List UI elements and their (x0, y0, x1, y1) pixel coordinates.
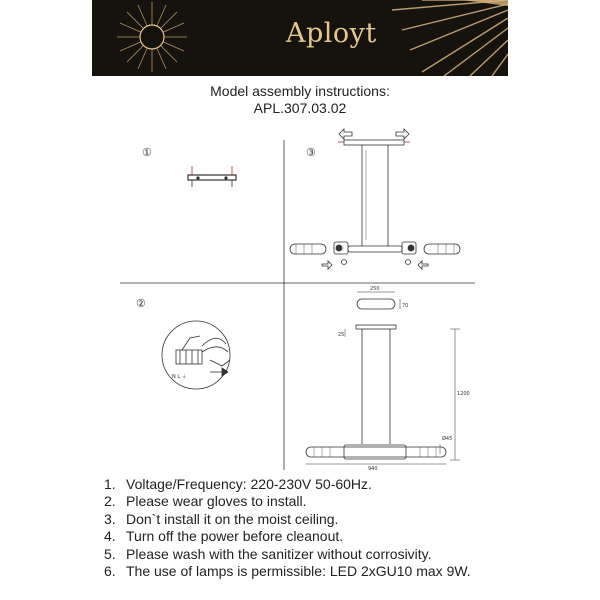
instruction-item: 5. Please wash with the sanitizer without corrosivity. (104, 545, 432, 562)
dim-canopy-height: 25 (338, 332, 345, 338)
instruction-item: 3. Don`t install it on the moist ceiling. (104, 510, 339, 527)
instruction-item: 1. Voltage/Frequency: 220-230V 50-60Hz. (104, 476, 372, 492)
step1-bracket-drawing (188, 166, 236, 187)
instruction-item: 6. The use of lamps is permissible: LED 2xGU10 max 9W. (104, 563, 471, 580)
document-title: Model assembly instructions: (210, 83, 390, 99)
instruction-item: 4. Turn off the power before cleanout. (104, 528, 344, 545)
step-3-marker: ③ (306, 146, 316, 159)
model-number: APL.307.03.02 (253, 100, 347, 116)
dimension-drawing (306, 292, 460, 464)
dim-top-depth: 70 (402, 303, 409, 309)
dim-tube-diameter: Ø45 (442, 436, 453, 442)
svg-text:N L ⏚: N L ⏚ (172, 374, 187, 380)
instructions-list (104, 476, 471, 580)
step-2-marker: ② (136, 297, 146, 310)
dim-top-width: 250 (370, 286, 380, 292)
dim-total-width: 940 (368, 466, 378, 472)
instruction-item: 2. Please wear gloves to install. (104, 493, 307, 510)
step-1-marker: ① (142, 146, 152, 159)
brand-logo-text: Aployt (286, 18, 377, 49)
dim-rod-height: 1200 (457, 391, 470, 397)
step2-wiring-drawing (162, 321, 230, 389)
